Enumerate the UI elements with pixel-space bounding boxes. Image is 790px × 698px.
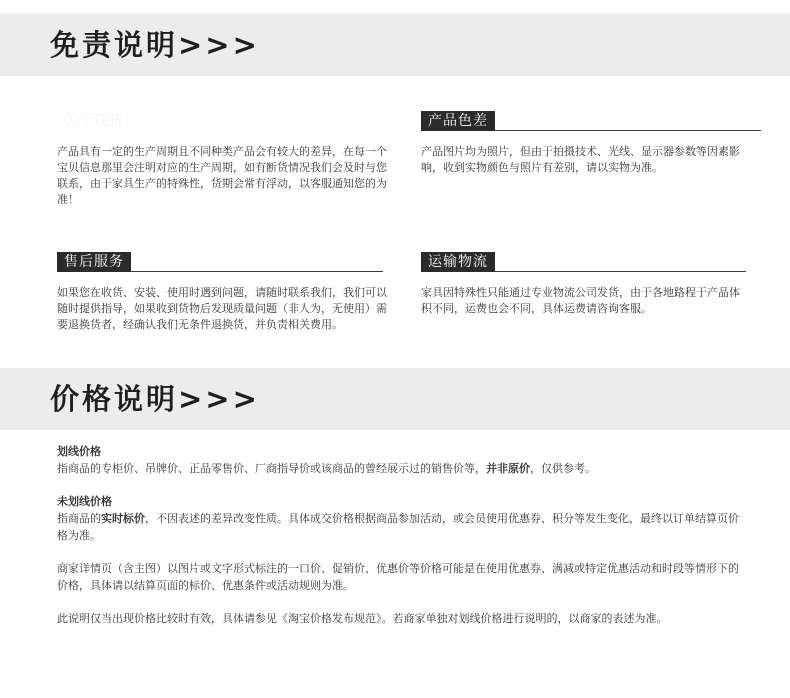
section-header xyxy=(421,251,746,272)
section-body-after-sales: 如果您在收货、安装、使用时遇到问题，请随时联系我们，我们可以随时提供指导，如果收到货物后发现质量问题（非人为，无使用）需要退换货者，经确认我们无条件退换货，并负责相关费用。 xyxy=(57,286,387,331)
section-header xyxy=(421,110,761,131)
disclaimer-header-band xyxy=(0,14,790,76)
section-tag-logistics: 运输物流 xyxy=(421,252,495,272)
unstruck-price-emphasis: 实时标价 xyxy=(101,512,145,525)
section-logistics xyxy=(421,251,746,317)
unstruck-price-text-part: 指商品的 xyxy=(57,512,101,525)
struck-price-text-part: ，仅供参考。 xyxy=(530,462,596,475)
struck-price-emphasis: 并非原价 xyxy=(486,462,530,475)
section-stock xyxy=(57,110,397,208)
section-body-stock: 产品具有一定的生产周期且不同种类产品会有较大的差异，在每一个宝贝信息那里会注明对应的生产周期，如有断货情况我们会及时与您联系，由于家具生产的特殊性，货期会常有浮动，以客服通知您的为准！ xyxy=(57,145,387,206)
disclaimer-title: 免责说明>>> xyxy=(50,28,260,62)
section-header xyxy=(57,110,397,131)
section-tag-after-sales: 售后服务 xyxy=(57,252,131,272)
struck-price-text-part: 指商品的专柜价、吊牌价、正品零售价、厂商指导价或该商品的曾经展示过的销售价等， xyxy=(57,462,486,475)
unstruck-price-text-part: ，不因表述的差异改变性质。具体成交价格根据商品参加活动，或会员使用优惠券、积分等发生变化，最终以订单结算页价格为准。 xyxy=(57,512,739,542)
section-color-difference xyxy=(421,110,761,176)
section-after-sales xyxy=(57,251,387,333)
struck-price-heading: 划线价格 xyxy=(57,445,101,458)
section-tag-color: 产品色差 xyxy=(421,111,495,131)
unstruck-price-block xyxy=(57,493,749,544)
price-note-text: 此说明仅当出现价格比较时有效，具体请参见《淘宝价格发布规范》。若商家单独对划线价格进行说明的，以商家的表述为准。 xyxy=(57,612,668,625)
unstruck-price-text xyxy=(57,510,749,544)
pricing-title: 价格说明>>> xyxy=(50,382,260,416)
section-tag-stock: 关于现货 xyxy=(57,111,131,131)
section-body-color: 产品图片均为照片，但由于拍摄技术、光线、显示器参数等因素影响，收到实物颜色与照片有差别，请以实物为准。 xyxy=(421,145,740,174)
unstruck-price-heading: 未划线价格 xyxy=(57,495,112,508)
pricing-header-band xyxy=(0,368,790,430)
section-body-logistics: 家具因特殊性只能通过专业物流公司发货，由于各地路程于产品体积不同，运费也会不同，具体运费请咨询客服。 xyxy=(421,286,740,315)
section-header xyxy=(57,251,383,272)
struck-price-text xyxy=(57,460,757,477)
struck-price-block xyxy=(57,443,757,477)
detail-price-text: 商家详情页（含主图）以图片或文字形式标注的一口价、促销价、优惠价等价格可能是在使用优惠券、满减或特定优惠活动和时段等情形下的价格，具体请以结算页面的标价、优惠条件或活动规则为准。 xyxy=(57,562,739,592)
